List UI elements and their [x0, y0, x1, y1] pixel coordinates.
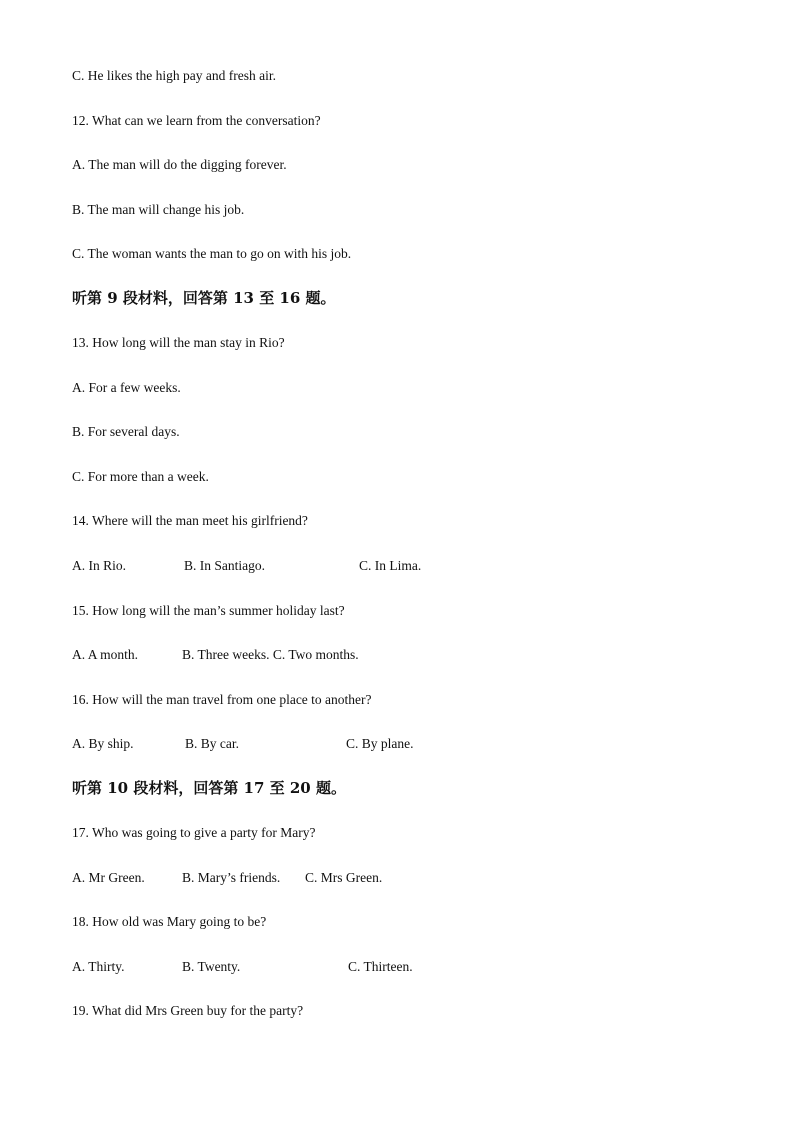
- question-13: 13. How long will the man stay in Rio?: [72, 335, 285, 350]
- q14-option-b: B. In Santiago.: [184, 558, 265, 573]
- q16-option-c: C. By plane.: [346, 736, 414, 751]
- q17-option-c: C. Mrs Green.: [305, 870, 383, 885]
- q18-option-c: C. Thirteen.: [348, 959, 413, 974]
- question-18: 18. How old was Mary going to be?: [72, 914, 267, 929]
- q15-option-b-c: B. Three weeks. C. Two months.: [182, 647, 359, 662]
- question-12: 12. What can we learn from the conversation?: [72, 113, 321, 128]
- q12-option-a: A. The man will do the digging forever.: [72, 157, 287, 172]
- q11-option-c: C. He likes the high pay and fresh air.: [72, 68, 276, 83]
- q14-option-a: A. In Rio.: [72, 558, 126, 573]
- q16-option-b: B. By car.: [185, 736, 239, 751]
- q18-options-row: [72, 958, 472, 976]
- q18-option-b: B. Twenty.: [182, 959, 241, 974]
- question-15: 15. How long will the man’s summer holiday last?: [72, 603, 345, 618]
- q13-option-b: B. For several days.: [72, 424, 180, 439]
- section-heading-10: 听第 10 段材料，回答第 17 至 20 题。: [72, 779, 346, 797]
- q17-option-a: A. Mr Green.: [72, 870, 145, 885]
- q16-option-a: A. By ship.: [72, 736, 134, 751]
- q18-option-a: A. Thirty.: [72, 959, 125, 974]
- q12-option-c: C. The woman wants the man to go on with his job.: [72, 246, 352, 261]
- question-17: 17. Who was going to give a party for Mary?: [72, 825, 316, 840]
- section-heading-9: 听第 9 段材料，回答第 13 至 16 题。: [72, 289, 336, 307]
- q16-options-row: [72, 735, 472, 753]
- q17-option-b: B. Mary’s friends.: [182, 870, 281, 885]
- question-14: 14. Where will the man meet his girlfriend?: [72, 513, 308, 528]
- q17-options-row: [72, 869, 472, 887]
- q15-options-row: [72, 646, 472, 664]
- question-19: 19. What did Mrs Green buy for the party?: [72, 1003, 304, 1018]
- q14-options-row: [72, 557, 472, 575]
- q13-option-a: A. For a few weeks.: [72, 380, 181, 395]
- q14-option-c: C. In Lima.: [359, 558, 422, 573]
- q13-option-c: C. For more than a week.: [72, 469, 209, 484]
- q15-option-a: A. A month.: [72, 647, 139, 662]
- q12-option-b: B. The man will change his job.: [72, 202, 245, 217]
- question-16: 16. How will the man travel from one place to another?: [72, 692, 372, 707]
